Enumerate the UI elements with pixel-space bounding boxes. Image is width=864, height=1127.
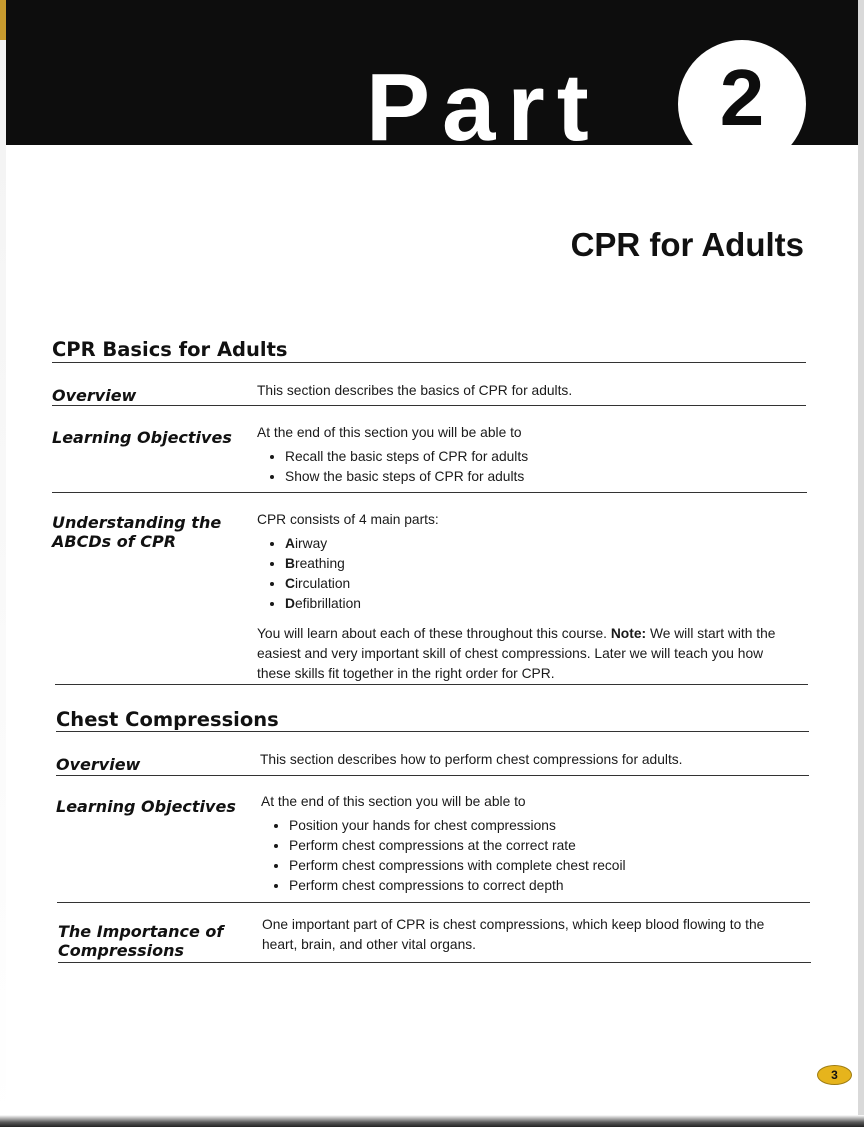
initial-letter: D: [285, 596, 295, 611]
bullet-list: [261, 816, 801, 896]
word-rest: irway: [294, 536, 328, 551]
row-body: [261, 792, 801, 896]
para-text: We will start with the easiest and very important skill of chest compressions. Later we will teach you how these skills fit together in the right order for CPR.: [257, 626, 776, 681]
word-rest: irculation: [294, 576, 351, 591]
row-label: Understanding the ABCDs of CPR: [52, 513, 222, 551]
section-heading: CPR Basics for Adults: [52, 338, 288, 361]
scan-bottom-edge: [0, 1115, 864, 1127]
list-item: • Perform chest compressions to correct depth: [289, 876, 801, 896]
list-item: [285, 534, 797, 554]
row-label: Learning Objectives: [56, 797, 236, 816]
divider: [56, 775, 809, 776]
initial-letter: A: [285, 536, 295, 551]
row-body: [257, 510, 797, 684]
note-label: Note:: [610, 626, 647, 641]
list-item: • Position your hands for chest compressions: [289, 816, 801, 836]
row-text: This section describes how to perform chest compressions for adults.: [260, 752, 683, 767]
list-item: [285, 594, 797, 614]
section-heading: Chest Compressions: [56, 708, 279, 731]
para-text: You will learn about each of these throughout this course.: [257, 626, 611, 641]
row-body: [262, 915, 802, 955]
row-label: The Importance of Compressions: [58, 922, 224, 960]
part-label: Part: [366, 54, 601, 145]
row-text: This section describes the basics of CPR for adults.: [257, 383, 573, 398]
divider: [55, 684, 808, 685]
divider: [52, 405, 806, 406]
abcd-list: [257, 534, 797, 614]
row-text: CPR consists of 4 main parts:: [257, 512, 439, 527]
row-text: One important part of CPR is chest compressions, which keep blood flowing to the heart, brain, and other vital organs.: [262, 917, 765, 952]
row-label: Overview: [52, 386, 137, 405]
bullet-list: [257, 447, 797, 487]
row-text: At the end of this section you will be able to: [261, 794, 526, 809]
row-label: Learning Objectives: [52, 428, 232, 447]
row-body: [257, 381, 797, 401]
scan-left-edge: [0, 0, 6, 1127]
chapter-title: CPR for Adults: [570, 226, 804, 263]
row-body: [257, 423, 797, 487]
list-item: • Recall the basic steps of CPR for adults: [285, 447, 797, 467]
initial-letter: C: [285, 576, 295, 591]
divider: [58, 962, 811, 963]
list-item: • Perform chest compressions at the correct rate: [289, 836, 801, 856]
word-rest: reathing: [294, 556, 345, 571]
scan-right-edge: [858, 0, 864, 1127]
initial-letter: B: [285, 556, 295, 571]
row-label: Overview: [56, 755, 141, 774]
list-item: [285, 574, 797, 594]
word-rest: efibrillation: [294, 596, 361, 611]
divider: [52, 362, 806, 363]
row-text: At the end of this section you will be able to: [257, 425, 522, 440]
body-paragraph: [257, 624, 797, 684]
part-number: 2: [719, 53, 765, 142]
part-header-band: [6, 0, 858, 145]
row-body: [260, 750, 800, 770]
divider: [56, 731, 809, 732]
divider: [52, 492, 807, 493]
list-item: [285, 554, 797, 574]
page-number-badge: 3: [817, 1065, 852, 1085]
list-item: • Show the basic steps of CPR for adults: [285, 467, 797, 487]
list-item: • Perform chest compressions with complete chest recoil: [289, 856, 801, 876]
divider: [57, 902, 810, 903]
